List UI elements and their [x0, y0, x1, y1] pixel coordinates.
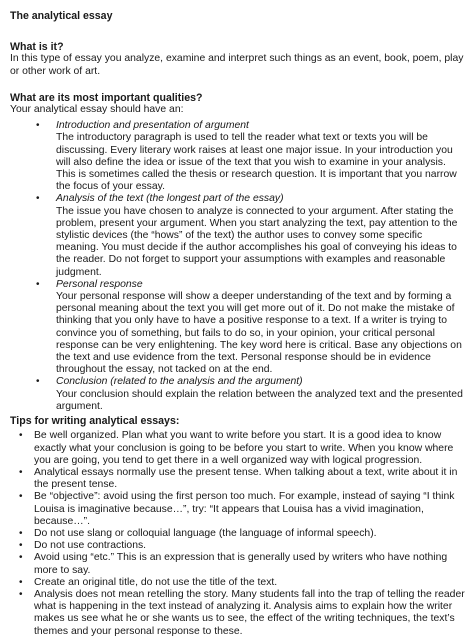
tip-item: • Avoid using “etc.” This is an expression that is generally used by writers who have nothing more to say.: [10, 552, 466, 576]
tip-item: • Do not use contractions.: [10, 540, 466, 552]
tip-item: • Be well organized. Plan what you want to write before you start. It is a good idea to know exactly what your conclusion is going to be before you start to write. When you know where you are going, you tend to get there in a well organized way with logical progression.: [10, 430, 466, 467]
quality-item-conclusion: [10, 376, 466, 413]
tips-list: [10, 430, 466, 637]
quality-item-analysis: [10, 193, 466, 278]
tip-item: • Do not use slang or colloquial language (the language of informal speech).: [10, 528, 466, 540]
quality-item-body: The issue you have chosen to analyze is connected to your argument. After stating the problem, present your argument. When you start analyzing the text, pay attention to the stylistic devices (the “hows” of the text) the author uses to convey some specific meaning. You must decide if the author accomplishes his goal of conveying his ideas to the reader. Do not forget to support your assumptions with examples and reasonable judgment.: [56, 205, 458, 278]
quality-item-body: Your conclusion should explain the relation between the analyzed text and the presented argument.: [56, 388, 463, 412]
what-is-it-text: In this type of essay you analyze, examine and interpret such things as an event, book, poem, play or other work of art.: [10, 53, 464, 77]
quality-item-heading: • Personal response: [56, 278, 143, 290]
tips-heading: Tips for writing analytical essays:: [10, 415, 180, 428]
qualities-list: [10, 120, 466, 413]
quality-item-heading: • Analysis of the text (the longest part of the essay): [56, 193, 284, 205]
qualities-heading: What are its most important qualities?: [10, 91, 203, 104]
tip-item: • Create an original title, do not use the title of the text.: [10, 577, 466, 589]
quality-item-body: Your personal response will show a deeper understanding of the text and by forming a personal meaning about the text you will get more out of it. Do not make the mistake of thinking that you only have to have a positive response to a text. If a writer is trying to convince you of something, but fails to do so, in your opinion, your critical personal response can be very enlightening. The key word here is critical. Base any objections on the text and use evidence from the text. Personal response should be in evidence throughout the essay, not tacked on at the end.: [56, 291, 462, 376]
quality-item-personal-response: [10, 279, 466, 377]
quality-item-heading: • Introduction and presentation of argument: [56, 120, 249, 132]
quality-item-heading: • Conclusion (related to the analysis and the argument): [56, 376, 303, 388]
tip-item: • Be “objective”: avoid using the first person too much. For example, instead of saying “I think Louisa is imaginative because…”, try: “It appears that Louisa has a vivid imagination, because…”.: [10, 491, 466, 528]
tip-item: • Analytical essays normally use the present tense. When talking about a text, write about it in the present tense.: [10, 467, 466, 491]
qualities-intro: Your analytical essay should have an:: [10, 104, 184, 116]
quality-item-body: The introductory paragraph is used to tell the reader what text or texts you will be discussing. Every literary work raises at least one major issue. In your introduction you will also define the idea or issue of the text that you wish to examine in your analysis. This is sometimes called the thesis or research question. It is important that you narrow the focus of your essay.: [56, 132, 457, 193]
document-title: The analytical essay: [10, 10, 113, 22]
tip-item: • Analysis does not mean retelling the story. Many students fall into the trap of telling the reader what is happening in the text instead of analyzing it. Analysis aims to explain how the writer makes us see what he or she wants us to see, the effect of the writing techniques, the text’s themes and your personal response to these.: [10, 589, 466, 638]
quality-item-introduction: [10, 120, 466, 193]
what-is-it-heading: What is it?: [10, 41, 64, 54]
